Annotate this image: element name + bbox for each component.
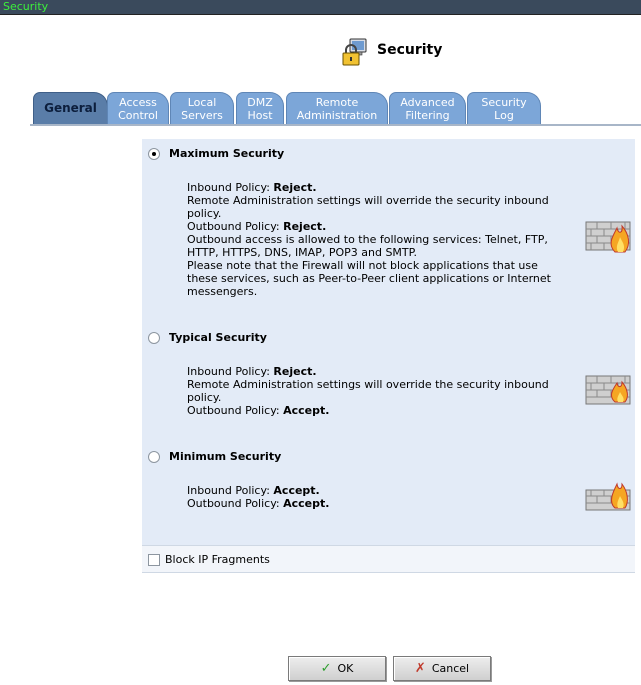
tab-label: Access Control [118, 95, 158, 122]
tab-remote-administration[interactable] [286, 92, 388, 124]
block-ip-fragments-label: Block IP Fragments [165, 553, 270, 566]
tab-bar [0, 90, 641, 126]
maximum-security-radio[interactable] [148, 148, 160, 160]
checkmark-icon: ✓ [320, 661, 332, 676]
remote-note: Remote Administration settings will override the security inbound [187, 378, 549, 391]
remote-note: Remote Administration settings will override the security inbound [187, 194, 549, 207]
note-line: Outbound access is allowed to the following services: Telnet, FTP, [187, 233, 548, 246]
minimum-security-radio[interactable] [148, 451, 160, 463]
inbound-value: Reject. [273, 365, 317, 378]
inbound-value: Accept. [273, 484, 320, 497]
outbound-value: Accept. [283, 404, 330, 417]
block-ip-fragments-checkbox[interactable] [148, 554, 160, 566]
note-line: HTTP, HTTPS, DNS, IMAP, POP3 and SMTP. [187, 246, 418, 259]
remote-note: policy. [187, 207, 222, 220]
firewall-icon [585, 372, 633, 408]
tab-label: Advanced Filtering [400, 95, 455, 122]
firewall-icon [585, 478, 633, 514]
option-title: Typical Security [169, 331, 267, 344]
inbound-label: Inbound Policy: [187, 181, 274, 194]
inbound-value: Reject. [273, 181, 317, 194]
maximum-security-description [187, 181, 582, 298]
ok-button[interactable] [288, 656, 386, 681]
tab-general[interactable] [33, 92, 108, 124]
typical-security-radio[interactable] [148, 332, 160, 344]
tab-label: Local Servers [181, 95, 223, 122]
typical-security-description [187, 365, 582, 417]
note-line: Please note that the Firewall will not block applications that use [187, 259, 538, 272]
ok-button-label: OK [337, 662, 354, 675]
tab-advanced-filtering[interactable] [389, 92, 466, 124]
minimum-security-description [187, 484, 582, 510]
outbound-label: Outbound Policy: [187, 497, 284, 510]
outbound-label: Outbound Policy: [187, 404, 284, 417]
option-title: Maximum Security [169, 147, 285, 160]
cross-icon: ✗ [414, 661, 426, 676]
note-line: messengers. [187, 285, 258, 298]
outbound-label: Outbound Policy: [187, 220, 284, 233]
tab-local-servers[interactable] [170, 92, 234, 124]
tab-label: Security Log [481, 95, 527, 122]
cancel-button-label: Cancel [431, 662, 470, 675]
inbound-label: Inbound Policy: [187, 484, 274, 497]
page-title: Security [377, 42, 443, 58]
option-title: Minimum Security [169, 450, 282, 463]
window-title: Security [3, 0, 49, 13]
inbound-label: Inbound Policy: [187, 365, 274, 378]
firewall-icon [585, 218, 633, 254]
outbound-value: Accept. [283, 497, 330, 510]
tab-dmz-host[interactable] [236, 92, 284, 124]
cancel-button[interactable] [393, 656, 491, 681]
tab-access-control[interactable] [107, 92, 169, 124]
outbound-value: Reject. [283, 220, 327, 233]
lock-computer-icon [341, 37, 371, 67]
tab-label: Remote Administration [296, 95, 378, 122]
remote-note: policy. [187, 391, 222, 404]
window-titlebar [0, 0, 641, 15]
tab-label: General [44, 101, 97, 115]
note-line: these services, such as Peer-to-Peer client applications or Internet [187, 272, 551, 285]
tab-security-log[interactable] [467, 92, 541, 124]
tab-baseline [30, 124, 641, 126]
tab-label: DMZ Host [247, 95, 273, 122]
